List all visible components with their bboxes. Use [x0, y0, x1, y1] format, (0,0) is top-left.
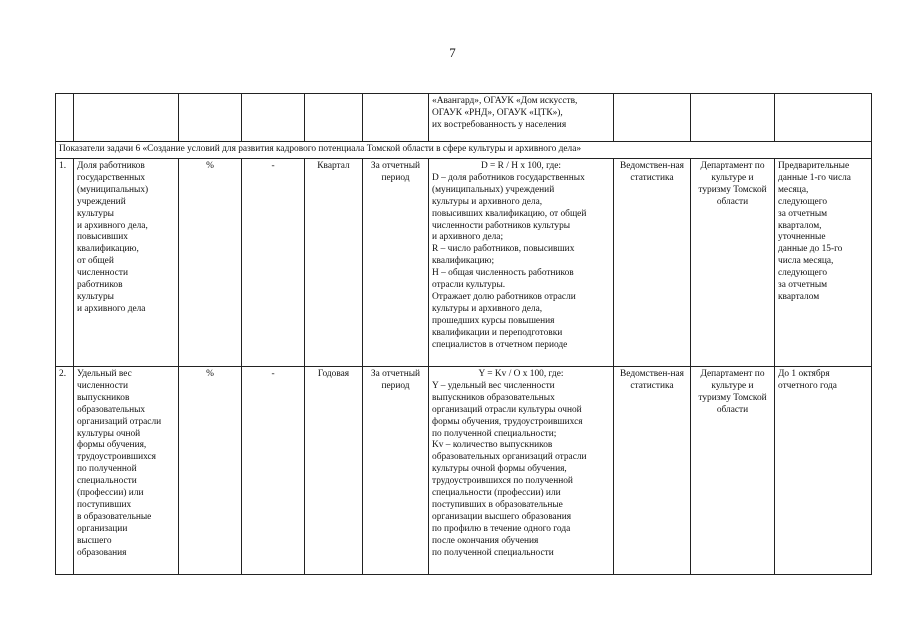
- text-line: Доля работников: [77, 161, 145, 171]
- text-line: Kv – количество выпускников: [432, 440, 553, 451]
- table-row-continuation: [56, 94, 872, 142]
- row-number: 1.: [56, 159, 74, 367]
- text-line: организации высшего образования: [432, 511, 572, 522]
- calculation-method: [429, 159, 614, 367]
- unit: %: [179, 159, 242, 367]
- cell-method-continuation: [429, 94, 614, 142]
- periodicity: Квартал: [305, 159, 363, 367]
- cell-empty: [242, 94, 305, 142]
- text-line: отчетного года: [778, 380, 837, 391]
- text-line: прошедших курсы повышения: [432, 315, 555, 326]
- text-line: Удельный вес: [77, 369, 132, 379]
- cell-empty: [74, 94, 179, 142]
- text-line: трудоустроившихся по полученной: [432, 476, 573, 487]
- cell-empty: [614, 94, 691, 142]
- text-line: повысивших квалификацию, от общей: [432, 208, 587, 219]
- text-line: за отчетным: [778, 208, 828, 219]
- text-line: высшего: [77, 535, 112, 546]
- text-line: по профилю в течение одного года: [432, 523, 571, 534]
- text-line: и архивного дела,: [77, 220, 148, 231]
- text-line: образования: [77, 547, 127, 558]
- text-line: культуры: [77, 291, 114, 302]
- text-line: численности: [77, 380, 128, 391]
- table-row: [56, 159, 872, 367]
- text-line: (профессии) или: [77, 488, 144, 499]
- deadline: [775, 159, 872, 367]
- indicator-name: [74, 367, 179, 575]
- base-value: -: [242, 159, 305, 367]
- text-line: повысивших: [77, 232, 128, 243]
- text-line: культуры очной: [77, 428, 141, 439]
- text-line: по полученной: [77, 464, 137, 475]
- text-line: формы обучения, трудоустроившихся: [432, 416, 583, 427]
- text-line: и архивного дела: [77, 303, 146, 314]
- indicators-table: [55, 93, 872, 575]
- text-line: по полученной специальности;: [432, 428, 557, 439]
- text-line: образовательных организаций отрасли: [432, 452, 587, 463]
- text-line: государственных: [77, 172, 146, 183]
- page-number: 7: [449, 45, 456, 60]
- cell-empty: [363, 94, 429, 142]
- text-line: квалификацию;: [432, 256, 495, 267]
- text-line: учреждений: [77, 196, 126, 207]
- time-interval: За отчетный период: [363, 367, 429, 575]
- text-line: D – доля работников государственных: [432, 172, 585, 183]
- text-line: по полученной специальности: [432, 547, 554, 558]
- text-line: Отражает долю работников отрасли: [432, 291, 576, 302]
- text-line: кварталом: [778, 291, 820, 302]
- text-line: и архивного дела;: [432, 232, 504, 243]
- text-line: выпускников: [77, 392, 130, 403]
- text-line: (муниципальных) учреждений: [432, 184, 555, 195]
- calculation-method: [429, 367, 614, 575]
- text-line: культуры: [77, 208, 114, 219]
- text-line: работников: [77, 280, 123, 291]
- text-line: специалистов в отчетном периоде: [432, 339, 568, 350]
- formula: D = R / H x 100, где:: [480, 161, 562, 171]
- text-line: их востребованность у населения: [432, 119, 567, 130]
- table-row: [56, 367, 872, 575]
- text-line: организаций отрасли культуры очной: [432, 404, 582, 415]
- formula: Y = Kv / O x 100, где:: [478, 369, 564, 379]
- cell-empty: [179, 94, 242, 142]
- text-line: До 1 октября: [778, 369, 830, 379]
- periodicity: Годовая: [305, 367, 363, 575]
- text-line: ОГАУК «РНД», ОГАУК «ЦТК»),: [432, 107, 563, 118]
- text-line: данные 1-го числа: [778, 172, 851, 183]
- text-line: отрасли культуры.: [432, 280, 506, 291]
- text-line: следующего: [778, 196, 828, 207]
- text-line: после окончания обучения: [432, 535, 539, 546]
- text-line: уточненные: [778, 232, 826, 243]
- text-line: образовательных: [77, 404, 146, 415]
- text-line: выпускников образовательных: [432, 392, 555, 403]
- text-line: Предварительные: [778, 161, 850, 171]
- text-line: численности работников культуры: [432, 220, 571, 231]
- text-line: H – общая численность работников: [432, 268, 574, 279]
- text-line: «Авангард», ОГАУК «Дом искусств,: [432, 96, 578, 106]
- text-line: за отчетным: [778, 280, 828, 291]
- text-line: организаций отрасли: [77, 416, 162, 427]
- responsible: Департамент по культуре и туризму Томской области: [691, 159, 775, 367]
- deadline: [775, 367, 872, 575]
- data-source: Ведомствен-ная статистика: [614, 159, 691, 367]
- text-line: культуры очной формы обучения,: [432, 464, 567, 475]
- text-line: специальности: [77, 476, 137, 487]
- text-line: трудоустроившихся: [77, 452, 156, 463]
- text-line: R – число работников, повысивших: [432, 244, 575, 255]
- responsible: Департамент по культуре и туризму Томской области: [691, 367, 775, 575]
- section-header-row: [56, 142, 872, 159]
- text-line: культуры и архивного дела,: [432, 196, 543, 207]
- text-line: числа месяца,: [778, 256, 834, 267]
- text-line: формы обучения,: [77, 440, 147, 451]
- cell-empty: [775, 94, 872, 142]
- text-line: от общей: [77, 256, 114, 267]
- cell-empty: [691, 94, 775, 142]
- text-line: специальности (профессии) или: [432, 488, 561, 499]
- row-number: 2.: [56, 367, 74, 575]
- text-line: поступивших: [77, 499, 132, 510]
- text-line: следующего: [778, 268, 828, 279]
- section-header: Показатели задачи 6 «Создание условий для развития кадрового потенциала Томской области в сфере культуры и архивного дела»: [56, 142, 872, 159]
- base-value: -: [242, 367, 305, 575]
- indicator-name: [74, 159, 179, 367]
- text-line: данные до 15-го: [778, 244, 843, 255]
- text-line: кварталом,: [778, 220, 822, 231]
- text-line: месяца,: [778, 184, 809, 195]
- time-interval: За отчетный период: [363, 159, 429, 367]
- text-line: численности: [77, 268, 128, 279]
- unit: %: [179, 367, 242, 575]
- data-source: Ведомствен-ная статистика: [614, 367, 691, 575]
- cell-empty: [56, 94, 74, 142]
- text-line: Y – удельный вес численности: [432, 380, 555, 391]
- text-line: квалификации и переподготовки: [432, 327, 563, 338]
- text-line: организации: [77, 523, 128, 534]
- text-line: квалификацию,: [77, 244, 139, 255]
- text-line: поступивших в образовательные: [432, 499, 563, 510]
- text-line: культуры и архивного дела,: [432, 303, 543, 314]
- text-line: (муниципальных): [77, 184, 149, 195]
- cell-empty: [305, 94, 363, 142]
- text-line: в образовательные: [77, 511, 152, 522]
